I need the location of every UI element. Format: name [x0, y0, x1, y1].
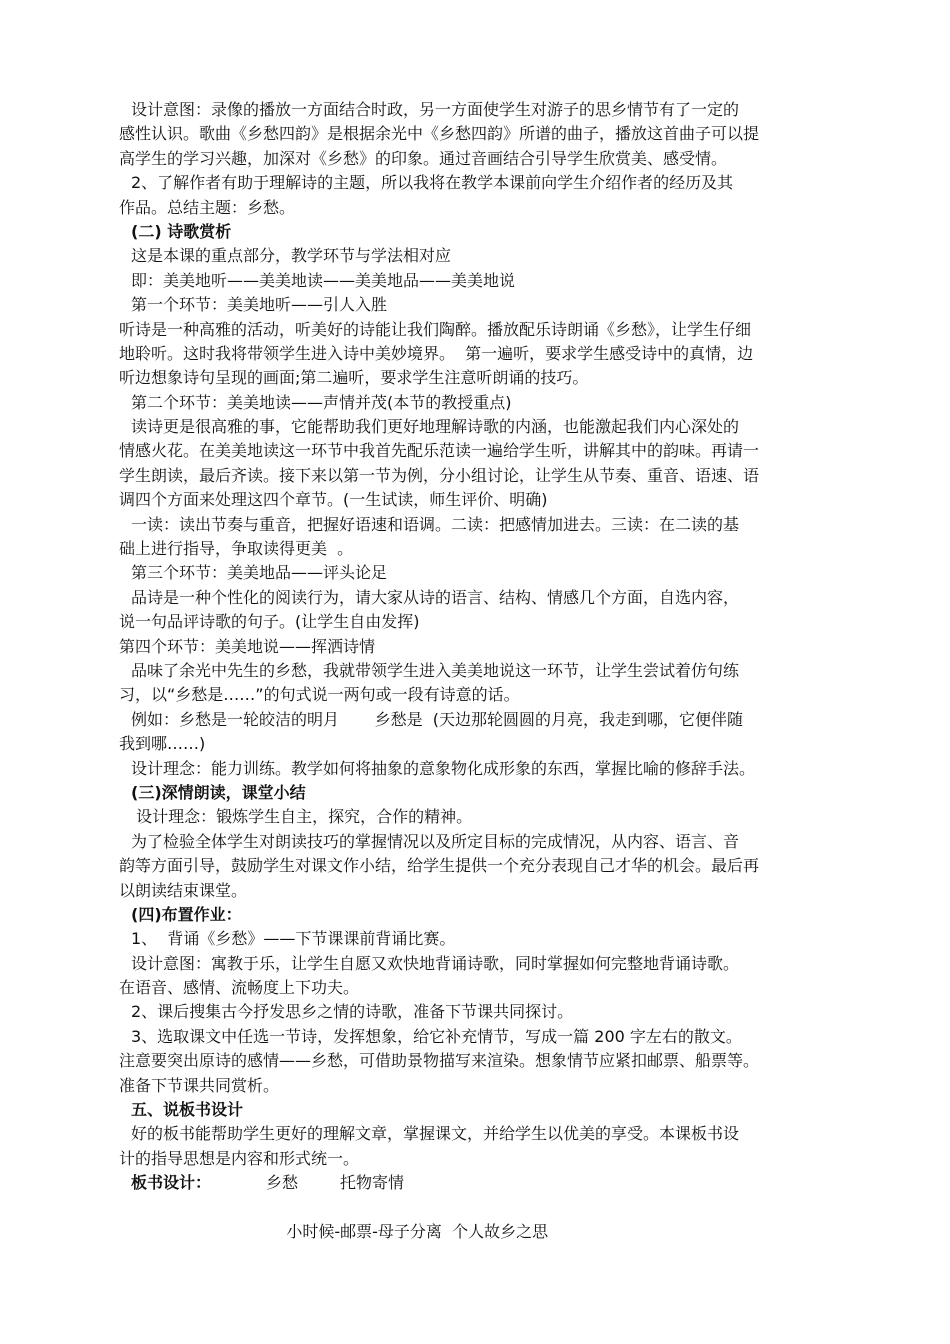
paragraph-line: 说一句品评诗歌的句子。(让学生自由发挥) — [119, 612, 420, 632]
paragraph-line: 感性认识。歌曲《乡愁四韵》是根据余光中《乡愁四韵》所谱的曲子，播放这首曲子可以提 — [119, 124, 760, 144]
paragraph-line: 设计理念：锻炼学生自主，探究，合作的精神。 — [131, 807, 473, 827]
paragraph-line: 2、了解作者有助于理解诗的主题，所以我将在教学本课前向学生介绍作者的经历及其 — [131, 173, 734, 193]
paragraph-line: 第一个环节：美美地听——引人入胜 — [131, 295, 388, 315]
paragraph-line: 准备下节课共同赏析。 — [119, 1075, 280, 1095]
paragraph-line: 这是本课的重点部分，教学环节与学法相对应 — [131, 246, 452, 266]
paragraph-line: 注意要突出原诗的感情——乡愁，可借助景物描写来渲染。想象情节应紧扣邮票、船票等。 — [119, 1051, 760, 1071]
paragraph-line: 在语音、感情、流畅度上下功夫。 — [119, 978, 360, 998]
paragraph-line: 计的指导思想是内容和形式统一。 — [119, 1148, 360, 1168]
section-heading: 五、说板书设计 — [131, 1100, 244, 1120]
paragraph-line: 第四个环节：美美地说——挥洒诗情 — [119, 636, 376, 656]
paragraph-line: 高学生的学习兴趣，加深对《乡愁》的印象。通过音画结合引导学生欣赏美、感受情。 — [119, 148, 728, 168]
paragraph-line: 读诗更是很高雅的事，它能帮助我们更好地理解诗歌的内涵，也能激起我们内心深处的 — [131, 417, 740, 437]
board-design-row — [120, 1171, 862, 1195]
paragraph-line: 第二个环节：美美地读——声情并茂(本节的教授重点) — [131, 392, 512, 412]
paragraph-line: 情感火花。在美美地读这一环节中我首先配乐范读一遍给学生听，讲解其中的韵味。再请一 — [119, 441, 760, 461]
paragraph-line: 第三个环节：美美地品——评头论足 — [131, 563, 388, 583]
paragraph-line: 设计意图：录像的播放一方面结合时政，另一方面使学生对游子的思乡情节有了一定的 — [131, 100, 740, 119]
paragraph-line: 设计理念：能力训练。教学如何将抽象的意象物化成形象的东西，掌握比喻的修辞手法。 — [131, 758, 756, 778]
section-heading: (二) 诗歌赏析 — [131, 221, 232, 241]
paragraph-line: 为了检验全体学生对朗读技巧的掌握情况以及所定目标的完成情况，从内容、语言、音 — [131, 831, 740, 851]
paragraph-line: 即：美美地听——美美地读——美美地品——美美地说 — [131, 270, 516, 290]
paragraph-line: 我到哪……) — [119, 734, 206, 754]
paragraph-line: 品味了余光中先生的乡愁，我就带领学生进入美美地说这一环节，让学生尝试着仿句练 — [131, 660, 740, 680]
paragraph-line: 作品。总结主题：乡愁。 — [119, 197, 296, 217]
paragraph-line: 例如：乡愁是一轮皎洁的明月 乡愁是 (天边那轮圆圆的月亮，我走到哪，它便伴随 — [131, 709, 744, 729]
board-item-xiangchou: 乡愁 — [266, 1173, 299, 1193]
board-item-tuowujiqing: 托物寄情 — [340, 1173, 405, 1193]
paragraph-line: 听边想象诗句呈现的画面;第二遍听，要求学生注意听朗诵的技巧。 — [119, 368, 589, 388]
paragraph-line: 以朗读结束课堂。 — [119, 880, 248, 900]
paragraph-line: 调四个方面来处理这四个章节。(一生试读，师生评价、明确) — [119, 490, 548, 510]
paragraph-line: 习，以“乡愁是……”的句式说一两句或一段有诗意的话。 — [119, 685, 520, 705]
paragraph-line: 学生朗读，最后齐读。接下来以第一节为例，分小组讨论，让学生从节奏、重音、语速、语 — [119, 465, 760, 485]
paragraph-line: 好的板书能帮助学生更好的理解文章，掌握课文，并给学生以优美的享受。本课板书设 — [131, 1124, 740, 1144]
section-heading: (四)布置作业： — [131, 904, 242, 924]
board-design-label: 板书设计： — [131, 1173, 212, 1193]
paragraph-line: 韵等方面引导，鼓励学生对课文作小结，给学生提供一个充分表现自己才华的机会。最后再 — [119, 856, 760, 876]
board-design-row-2 — [120, 1196, 862, 1241]
paragraph-line: 品诗是一种个性化的阅读行为，请大家从诗的语言、结构、情感几个方面，自选内容， — [131, 587, 740, 607]
paragraph-line: 1、 背诵《乡愁》——下节课课前背诵比赛。 — [131, 929, 456, 949]
paragraph-line: 2、课后搜集古今抒发思乡之情的诗歌，准备下节课共同探讨。 — [131, 1002, 574, 1022]
board-item-childhood: 小时候-邮票-母子分离 个人故乡之思 — [286, 1221, 549, 1241]
section-heading: (三)深情朗读，课堂小结 — [131, 782, 306, 802]
paragraph-line: 础上进行指导，争取读得更美 。 — [119, 539, 354, 559]
paragraph-line: 设计意图：寓教于乐，让学生自愿又欢快地背诵诗歌，同时掌握如何完整地背诵诗歌。 — [131, 953, 740, 973]
paragraph-line: 一读：读出节奏与重音，把握好语速和语调。二读：把感情加进去。三读：在二读的基 — [131, 514, 740, 534]
paragraph-line: 3、选取课文中任选一节诗，发挥想象，给它补充情节，写成一篇 200 字左右的散文。 — [131, 1026, 742, 1046]
paragraph-line: 地聆听。这时我将带领学生进入诗中美妙境界。 第一遍听，要求学生感受诗中的真情，边 — [119, 343, 754, 363]
paragraph-line: 听诗是一种高雅的活动，听美好的诗能让我们陶醉。播放配乐诗朗诵《乡愁》，让学生仔细 — [119, 319, 752, 339]
